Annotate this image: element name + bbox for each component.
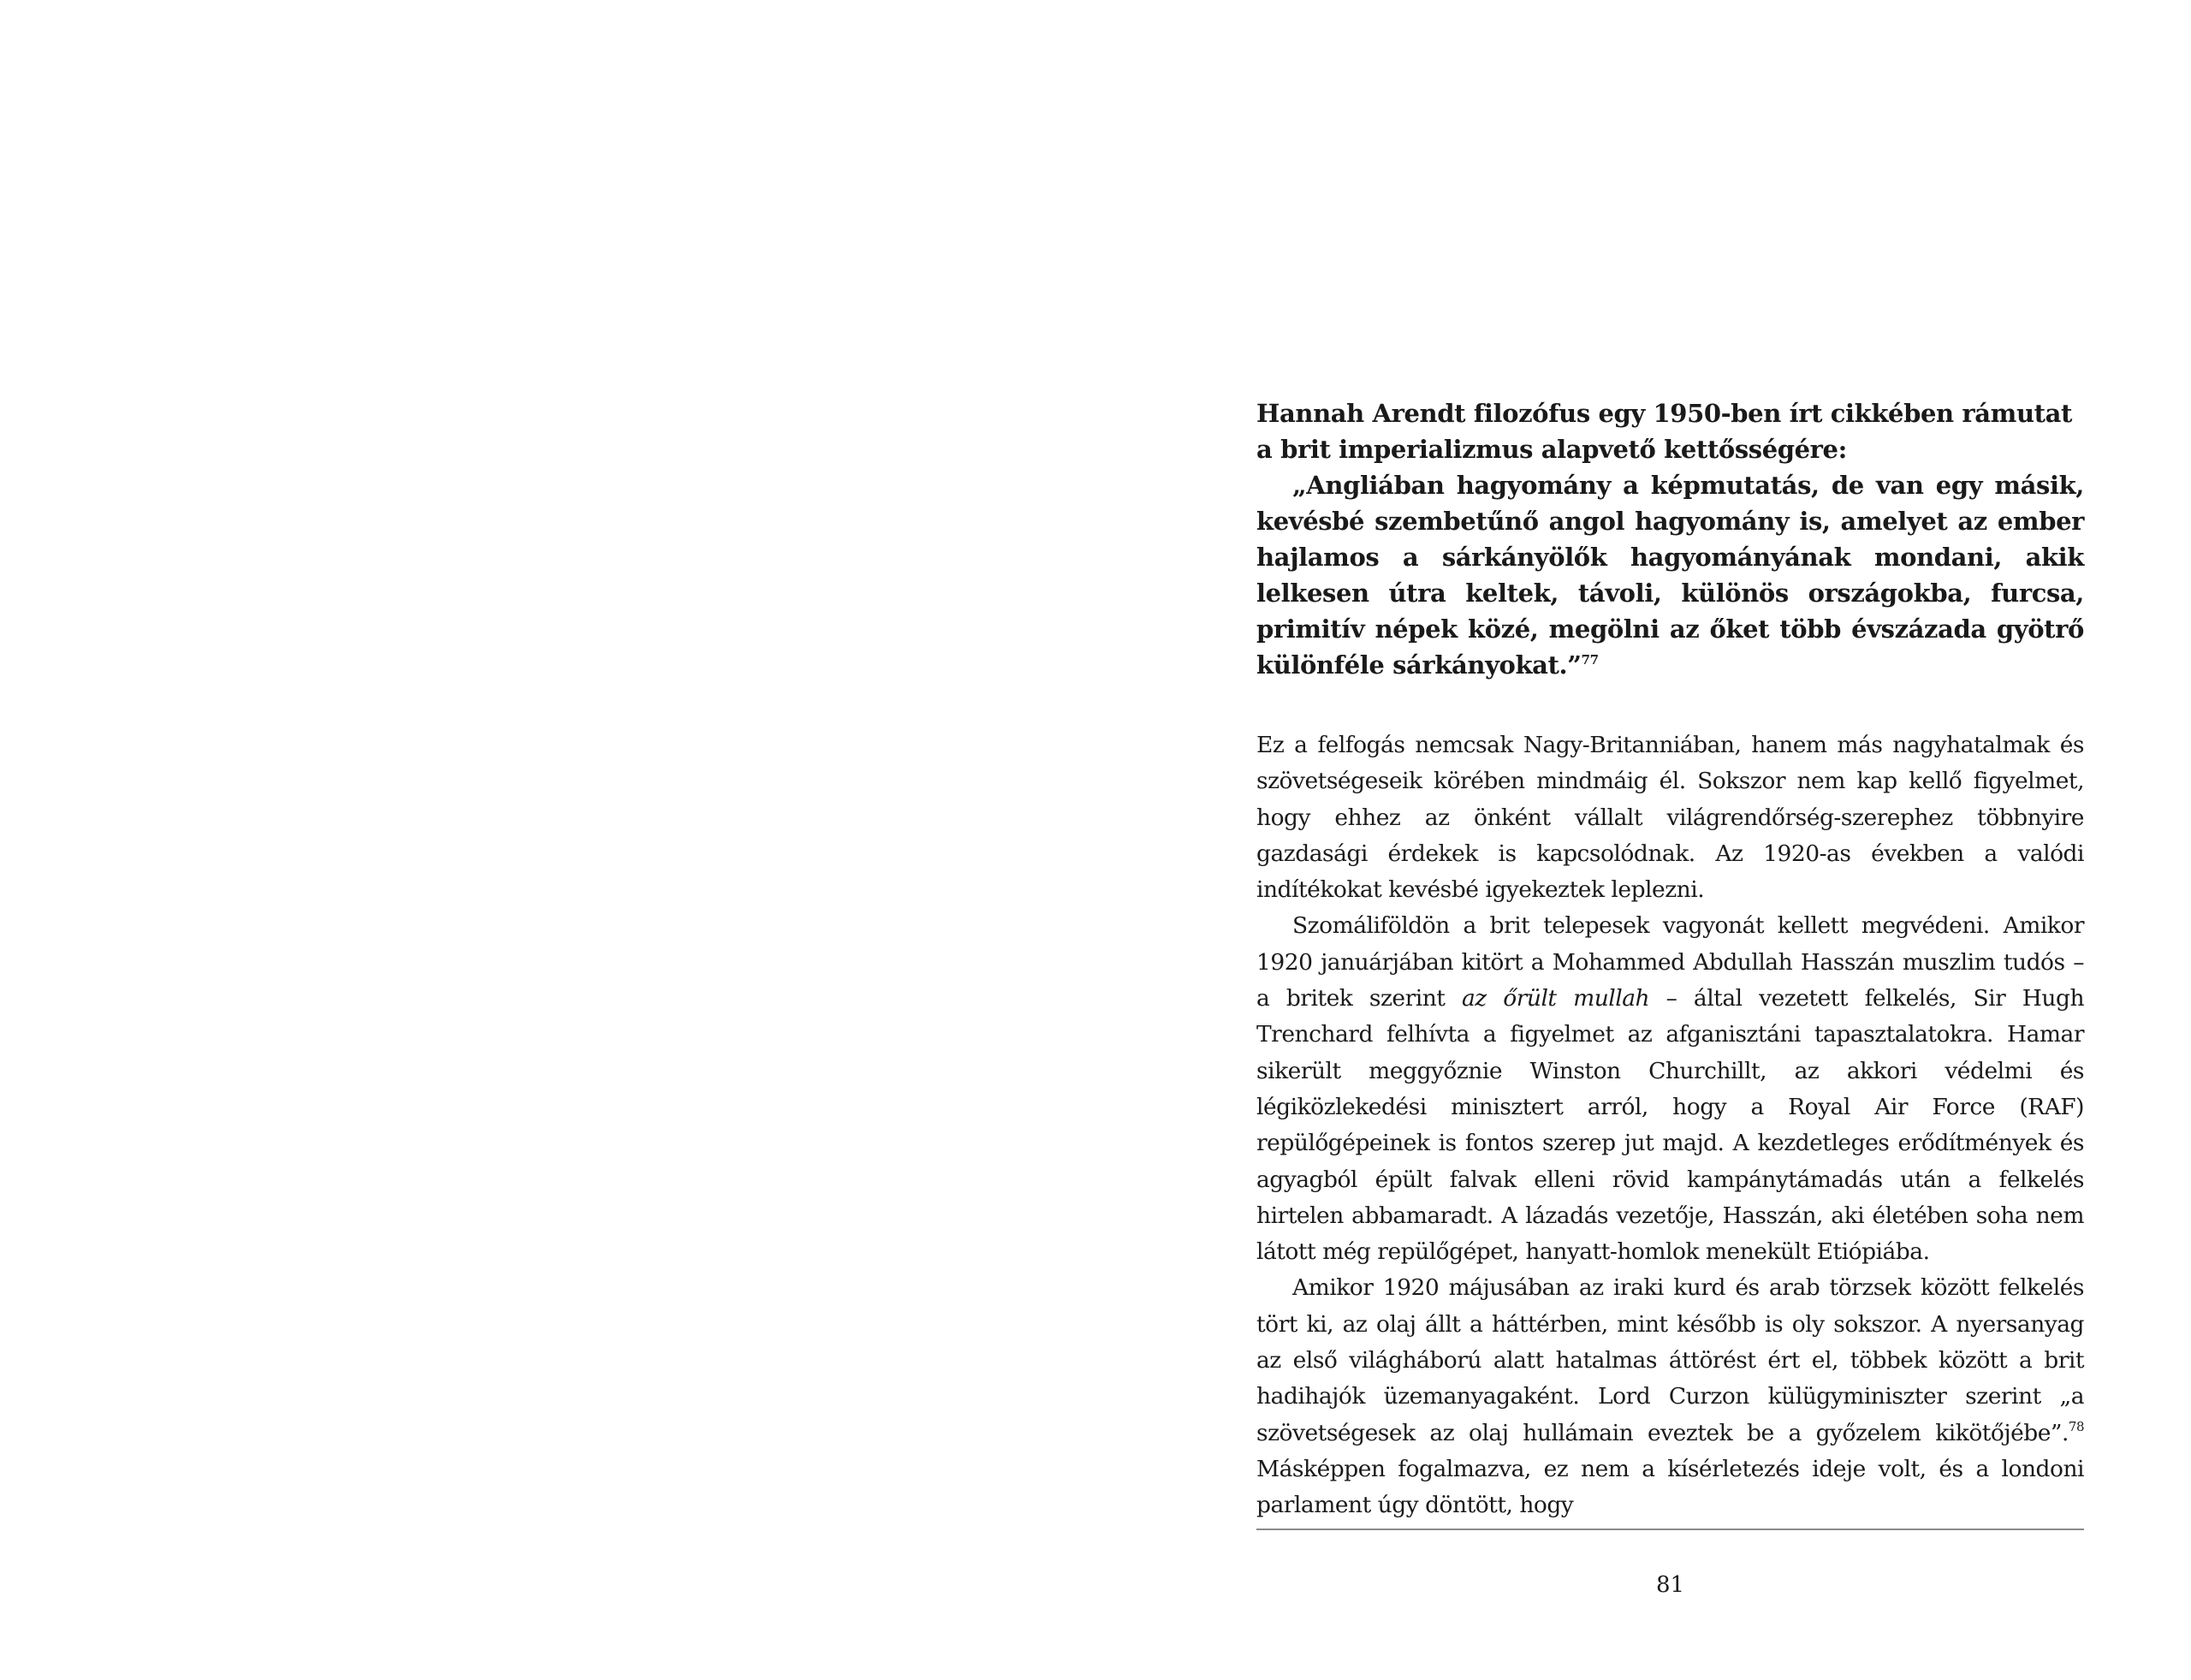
paragraph-3-text-a: Amikor 1920 májusában az iraki kurd és arab törzsek között felkelés tört ki, az olaj állt a háttérben, mint később is oly sokszor. A nyersanyag az első világháború alatt hatalmas áttörést ért el, többek között a brit hadihajók üzemanyagaként. Lord Curzon külügyminiszter szerint „a szövetségesek az olaj hullámain eveztek be a győzelem kikötőjébe”. xyxy=(1256,1274,2084,1446)
body-text xyxy=(1256,727,2084,1524)
footnote-ref-77: 77 xyxy=(1581,652,1599,668)
page-text-block xyxy=(1256,395,2084,1524)
paragraph-2-italic: az őrült mullah xyxy=(1461,985,1650,1012)
paragraph-3 xyxy=(1256,1270,2084,1523)
paragraph-1: Ez a felfogás nemcsak Nagy-Britanniában, hanem más nagyhatalmak és szövetségeseik körében mindmáig él. Sokszor nem kap kellő figyelmet, hogy ehhez az önként vállalt világrendőrség-szerephez többnyire gazdasági érdekek is kapcsolódnak. Az 1920-as években a valódi indítékokat kevésbé igyekeztek leplezni. xyxy=(1256,732,2084,904)
right-page xyxy=(1096,0,2191,1680)
paragraph-2-text-a: Szomáliföldön a brit telepesek vagyonát kellett megvédeni. Amikor 1920 januárjában kitört a Mohammed Abdullah Hasszán muszlim tudós – a britek szerint xyxy=(1256,912,2084,1012)
paragraph-2-text-b: – által vezetett felkelés, Sir Hugh Trenchard felhívta a figyelmet az afganisztáni tapasztalatokra. Hamar sikerült meggyőznie Winston Churchillt, az akkori védelmi és légiközlekedési minisztert arról, hogy a Royal Air Force (RAF) repülőgépeinek is fontos szerep jut majd. A kezdetleges erődítmények és agyagból épült falvak elleni rövid kampánytámadás után a felkelés hirtelen abbamaradt. A lázadás vezetője, Hasszán, aki életében soha nem látott még repülőgépet, hanyatt-homlok menekült Etiópiába. xyxy=(1256,985,2085,1266)
paragraph-3-text-b: Másképpen fogalmazva, ez nem a kísérletezés ideje volt, és a londoni parlament úgy döntött, hogy xyxy=(1256,1455,2084,1519)
quote-text: „Angliában hagyomány a képmutatás, de van egy másik, kevésbé szembetűnő angol hagyomány is, amelyet az ember hajlamos a sárkányölők hagyományának mondani, akik lelkesen útra keltek, távoli, különös országokba, furcsa, primitív népek közé, megölni az őket több évszázada gyötrő különféle sárkányokat.” xyxy=(1256,471,2084,680)
page-number: 81 xyxy=(1655,1572,1685,1598)
block-quote xyxy=(1256,467,2084,683)
footnote-ref-78: 78 xyxy=(2068,1418,2084,1434)
paragraph-2 xyxy=(1256,908,2084,1270)
footer-rule xyxy=(1256,1529,2084,1530)
intro-sentence: Hannah Arendt filozófus egy 1950-ben írt cikkében rámutat a brit imperializmus alapvető kettősségére: xyxy=(1256,399,2073,464)
